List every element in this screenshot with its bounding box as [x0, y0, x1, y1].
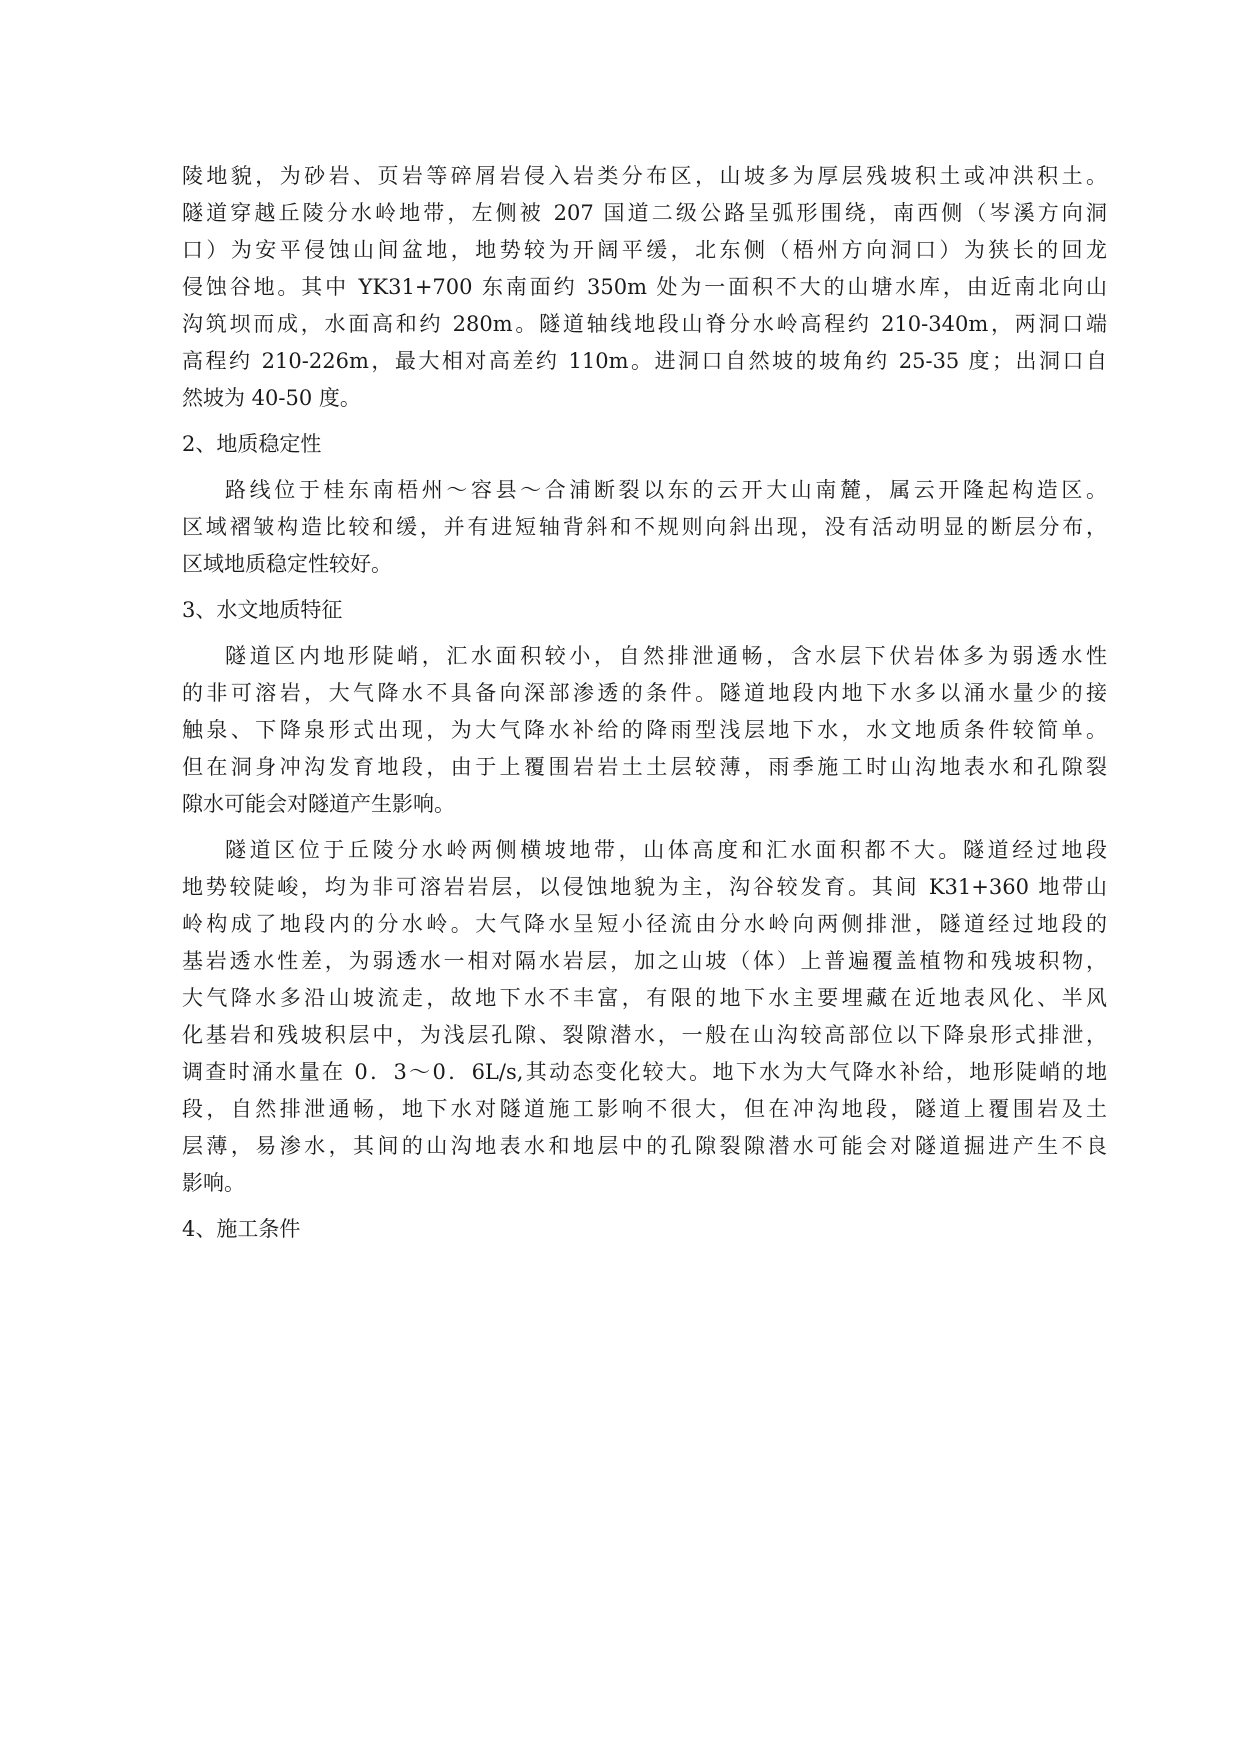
text-line: 但在洞身冲沟发育地段，由于上覆围岩岩土土层较薄，雨季施工时山沟地表水和孔隙裂: [182, 755, 1107, 779]
section-heading-construction-conditions: 4、施工条件: [182, 1217, 301, 1241]
paragraph-geological-stability: [182, 472, 1107, 583]
text-line: 大气降水多沿山坡流走，故地下水不丰富，有限的地下水主要埋藏在近地表风化、半风: [182, 986, 1107, 1010]
paragraph-terrain: [182, 158, 1107, 417]
text-line: 化基岩和残坡积层中，为浅层孔隙、裂隙潜水，一般在山沟较高部位以下降泉形式排泄，: [182, 1023, 1107, 1047]
paragraph-hydrogeology-1: [182, 638, 1107, 823]
text-line: 然坡为 40-50 度。: [182, 386, 361, 410]
text-line: 触泉、下降泉形式出现，为大气降水补给的降雨型浅层地下水，水文地质条件较简单。: [182, 718, 1107, 742]
text-line: 隧道区位于丘陵分水岭两侧横坡地带，山体高度和汇水面积都不大。隧道经过地段: [225, 838, 1107, 862]
paragraph-hydrogeology-2: [182, 832, 1107, 1202]
text-line: 隧道区内地形陡峭，汇水面积较小，自然排泄通畅，含水层下伏岩体多为弱透水性: [225, 644, 1107, 668]
section-heading-geological-stability: 2、地质稳定性: [182, 432, 322, 456]
text-line: 沟筑坝而成，水面高和约 280m。隧道轴线地段山脊分水岭高程约 210-340m，两洞口端: [182, 312, 1107, 336]
text-line: 区域褶皱构造比较和缓，并有进短轴背斜和不规则向斜出现，没有活动明显的断层分布，: [182, 515, 1107, 539]
text-line: 层薄，易渗水，其间的山沟地表水和地层中的孔隙裂隙潜水可能会对隧道掘进产生不良: [182, 1134, 1107, 1158]
text-line: 段，自然排泄通畅，地下水对隧道施工影响不很大，但在冲沟地段，隧道上覆围岩及土: [182, 1097, 1107, 1121]
document-page: [182, 158, 1107, 1248]
text-line: 隧道穿越丘陵分水岭地带，左侧被 207 国道二级公路呈弧形围绕，南西侧（岑溪方向洞: [182, 201, 1107, 225]
text-line: 路线位于桂东南梧州～容县～合浦断裂以东的云开大山南麓，属云开隆起构造区。: [225, 478, 1107, 502]
text-line: 的非可溶岩，大气降水不具备向深部渗透的条件。隧道地段内地下水多以涌水量少的接: [182, 681, 1107, 705]
section-heading-hydrogeology: 3、水文地质特征: [182, 598, 343, 622]
text-line: 地势较陡峻，均为非可溶岩岩层，以侵蚀地貌为主，沟谷较发育。其间 K31+360 地带山: [182, 875, 1107, 899]
text-line: 基岩透水性差，为弱透水一相对隔水岩层，加之山坡（体）上普遍覆盖植物和残坡积物，: [182, 949, 1107, 973]
text-line: 口）为安平侵蚀山间盆地，地势较为开阔平缓，北东侧（梧州方向洞口）为狭长的回龙: [182, 238, 1107, 262]
text-line: 高程约 210-226m，最大相对高差约 110m。进洞口自然坡的坡角约 25-35 度；出洞口自: [182, 349, 1107, 373]
text-line: 影响。: [182, 1171, 245, 1195]
text-line: 陵地貌，为砂岩、页岩等碎屑岩侵入岩类分布区，山坡多为厚层残坡积土或冲洪积土。: [182, 164, 1107, 188]
text-line: 区域地质稳定性较好。: [182, 552, 392, 576]
text-line: 调查时涌水量在 0．3～0．6L/s,其动态变化较大。地下水为大气降水补给，地形陡峭的地: [182, 1060, 1107, 1084]
text-line: 岭构成了地段内的分水岭。大气降水呈短小径流由分水岭向两侧排泄，隧道经过地段的: [182, 912, 1107, 936]
text-line: 隙水可能会对隧道产生影响。: [182, 792, 455, 816]
text-line: 侵蚀谷地。其中 YK31+700 东南面约 350m 处为一面积不大的山塘水库，由近南北向山: [182, 275, 1107, 299]
